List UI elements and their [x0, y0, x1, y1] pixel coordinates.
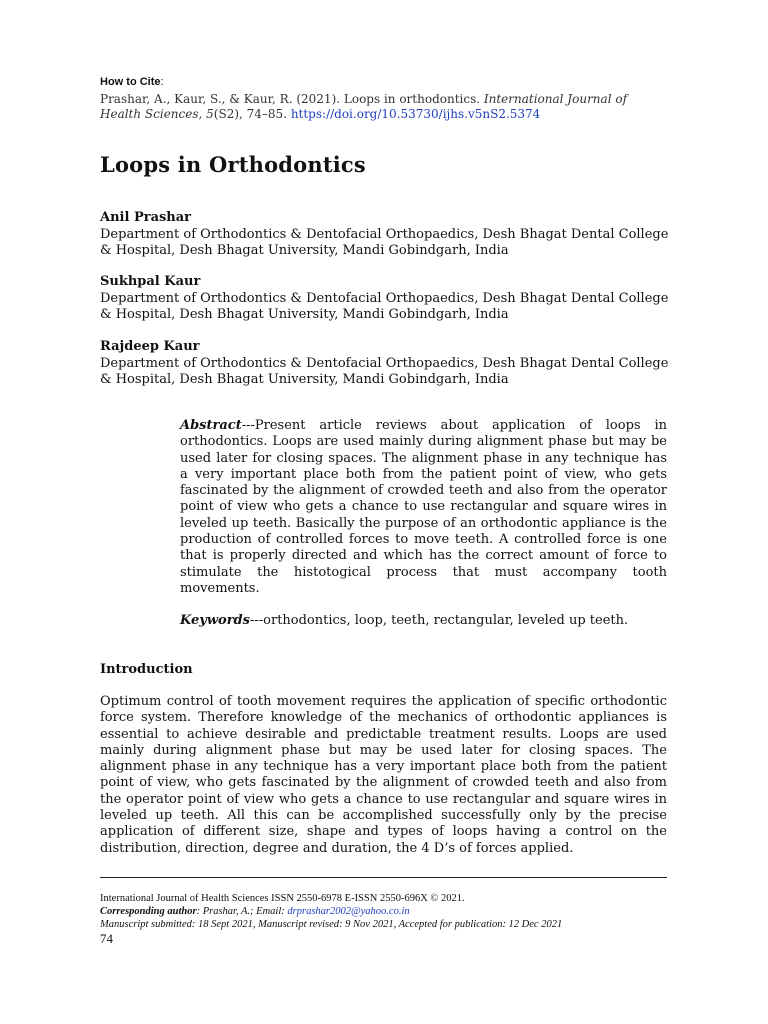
- footer-block: [100, 892, 667, 931]
- keywords-label: Keywords: [180, 613, 250, 628]
- author-affiliation: Department of Orthodontics & Dentofacial Orthopaedics, Desh Bhagat Dental College & Hospital, Desh Bhagat University, Mandi Gobindgarh, India: [100, 290, 669, 322]
- section-heading-introduction: Introduction: [100, 662, 193, 677]
- footer-corresponding-author: Corresponding author: Prashar, A.; Email: drprashar2002@yahoo.co.in: [100, 906, 410, 917]
- keywords: [180, 613, 667, 629]
- abstract-label: Abstract: [180, 418, 242, 433]
- author-email-link[interactable]: drprashar2002@yahoo.co.in: [287, 906, 410, 917]
- footer-journal-line: International Journal of Health Sciences ISSN 2550-6978 E-ISSN 2550-696X © 2021.: [100, 893, 465, 904]
- author-name: Rajdeep Kaur: [100, 339, 200, 354]
- how-to-cite-block: [100, 76, 670, 122]
- citation-text: Prashar, A., Kaur, S., & Kaur, R. (2021). Loops in orthodontics. International Journal of Health Sciences, 5(S2), 74–85. https://doi.org/10.53730/ijhs.v5nS2.5374: [100, 92, 628, 121]
- footer-manuscript-dates: Manuscript submitted: 18 Sept 2021, Manuscript revised: 9 Nov 2021, Accepted for publication: 12 Dec 2021: [100, 919, 563, 930]
- introduction-paragraph: Optimum control of tooth movement requires the application of specific orthodontic force system. Therefore knowledge of the mechanics of orthodontic appliances is essential to achieve desirable and predictable treatment results. Loops are used mainly during alignment phase but may be used later for closing spaces. The alignment phase in any technique has a very important place both from the patient point of view, who gets fascinated by the alignment of crowded teeth and also from the operator point of view who gets a chance to use rectangular and square wires in leveled up teeth. All this can be accomplished successfully only by the precise application of different size, shape and types of loops having a control on the distribution, direction, degree and duration, the 4 D’s of forces applied.: [100, 694, 667, 856]
- page-number: 74: [100, 931, 113, 946]
- author-affiliation: Department of Orthodontics & Dentofacial Orthopaedics, Desh Bhagat Dental College & Hospital, Desh Bhagat University, Mandi Gobindgarh, India: [100, 226, 669, 258]
- author-name: Anil Prashar: [100, 210, 192, 225]
- keywords-text: ---orthodontics, loop, teeth, rectangular, leveled up teeth.: [249, 613, 629, 628]
- author-affiliation: Department of Orthodontics & Dentofacial Orthopaedics, Desh Bhagat Dental College & Hospital, Desh Bhagat University, Mandi Gobindgarh, India: [100, 355, 669, 387]
- author-block-2: [100, 274, 670, 324]
- footer-divider: [100, 877, 667, 878]
- how-to-cite-label: How to Cite:: [100, 76, 164, 88]
- doi-link[interactable]: https://doi.org/10.53730/ijhs.v5nS2.5374: [290, 107, 541, 121]
- author-block-3: [100, 339, 670, 389]
- author-name: Sukhpal Kaur: [100, 274, 201, 289]
- paper-title: Loops in Orthodontics: [100, 152, 366, 177]
- abstract-text: ---Present article reviews about application of loops in orthodontics. Loops are used mainly during alignment phase but may be used later for closing spaces. The alignment phase in any technique has a very important place both from the patient point of view, who gets fascinated by the alignment of crowded teeth and also from the operator point of view who gets a chance to use rectangular and square wires in leveled up teeth. Basically the purpose of an orthodontic appliance is the production of controlled forces to move teeth. A controlled force is one that is properly directed and which has the correct amount of force to stimulate the histotogical process that must accompany tooth movements.: [180, 418, 667, 596]
- abstract: [180, 418, 667, 597]
- author-block-1: [100, 210, 670, 260]
